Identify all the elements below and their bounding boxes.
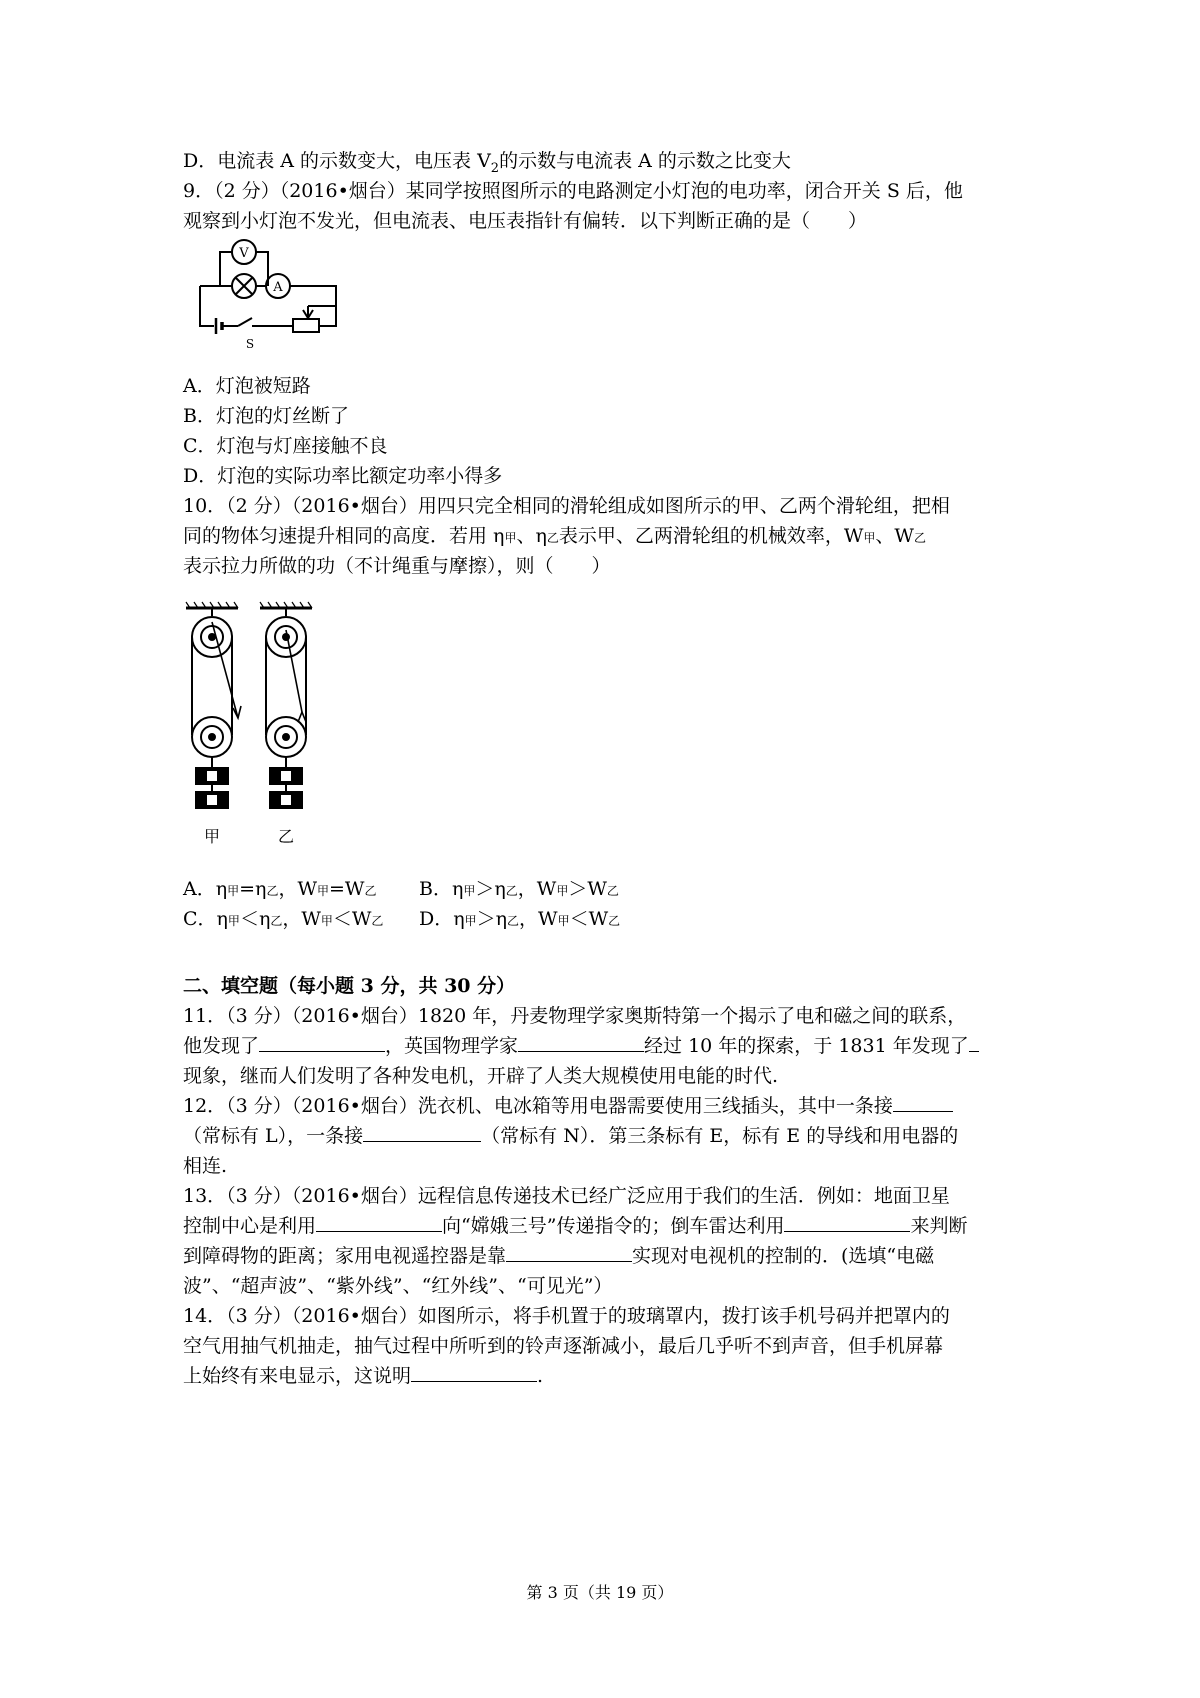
q14-stem-line2: 空气用抽气机抽走，抽气过程中所听到的铃声逐渐减小，最后几乎听不到声音，但手机屏幕 xyxy=(183,1335,944,1357)
q14-stem-line3: 上始终有来电显示，这说明 . xyxy=(183,1365,544,1387)
q12-blank-2[interactable] xyxy=(363,1123,481,1142)
q13-stem-line4: 波”、“超声波”、“紫外线”、“红外线”、“可见光”） xyxy=(183,1275,613,1297)
q13-stem-line1: 13．（3 分）（2016•烟台）远程信息传递技术已经广泛应用于我们的生活．例如：地面卫星 xyxy=(183,1185,950,1207)
q10-stem-line1: 10．（2 分）（2016•烟台）用四只完全相同的滑轮组成如图所示的甲、乙两个滑轮组，把相 xyxy=(183,495,950,517)
q11-blank-1[interactable] xyxy=(259,1033,385,1052)
q10-options-row1 xyxy=(183,876,619,904)
q8-option-d: D．电流表 A 的示数变大，电压表 $V_2$的示数与电流表 A 的示数之比变大 xyxy=(183,150,791,176)
q9-option-a: A．灯泡被短路 xyxy=(183,375,311,397)
q9-option-b: B．灯泡的灯丝断了 xyxy=(183,405,349,427)
q13-blank-2[interactable] xyxy=(784,1213,910,1232)
q12-blank-1[interactable] xyxy=(893,1093,953,1112)
q13-blank-1[interactable] xyxy=(316,1213,442,1232)
q10-option-c: C．η甲＜η乙，W甲＜W乙 xyxy=(183,908,384,930)
q10-pulley-diagram xyxy=(180,600,325,860)
voltmeter-label: V xyxy=(239,246,249,261)
section2-heading: 二、填空题（每小题 3 分，共 30 分） xyxy=(183,975,516,997)
pulley-label-yi: 乙 xyxy=(277,827,295,846)
q14-blank-1[interactable] xyxy=(411,1363,537,1382)
q9-stem-line2: 观察到小灯泡不发光，但电流表、电压表指针有偏转．以下判断正确的是（ ） xyxy=(183,210,868,232)
q9-option-d: D．灯泡的实际功率比额定功率小得多 xyxy=(183,465,503,487)
q11-stem-line1: 11．（3 分）（2016•烟台）1820 年，丹麦物理学家奥斯特第一个揭示了电和磁之间的联系， xyxy=(183,1005,967,1027)
q10-options-row2 xyxy=(183,906,620,934)
q11-blank-2[interactable] xyxy=(518,1033,644,1052)
q9-circuit-diagram xyxy=(190,238,350,350)
q13-stem-line2: 控制中心是利用 向“嫦娥三号”传递指令的；倒车雷达利用 来判断 xyxy=(183,1215,968,1237)
q10-option-a: A．η甲=η乙，W甲=W乙 xyxy=(183,878,377,900)
page-number: 第 3 页（共 19 页） xyxy=(526,1583,674,1602)
q12-stem-line1: 12．（3 分）（2016•烟台）洗衣机、电冰箱等用电器需要使用三线插头，其中一条接 xyxy=(183,1093,953,1119)
switch-label: S xyxy=(245,337,255,350)
q10-stem-line2: 同的物体匀速提升相同的高度．若用 η甲、η乙表示甲、乙两滑轮组的机械效率，W甲、W乙 xyxy=(183,525,926,547)
q10-option-d: D．η甲＞η乙，W甲＜W乙 xyxy=(419,908,621,930)
q10-option-b: B．η甲＞η乙，W甲＞W乙 xyxy=(419,878,619,900)
q11-blank-3[interactable] xyxy=(969,1033,979,1052)
q13-stem-line3: 到障碍物的距离；家用电视遥控器是靠 实现对电视机的控制的．(选填“电磁 xyxy=(183,1245,935,1267)
q14-stem-line1: 14．（3 分）（2016•烟台）如图所示，将手机置于的玻璃罩内，拨打该手机号码并把罩内的 xyxy=(183,1305,950,1327)
q13-blank-3[interactable] xyxy=(506,1243,632,1262)
q11-stem-line3: 现象，继而人们发明了各种发电机，开辟了人类大规模使用电能的时代. xyxy=(183,1065,779,1087)
q12-stem-line2: （常标有 L），一条接 （常标有 N）．第三条标有 E，标有 E 的导线和用电器的 xyxy=(183,1125,959,1147)
q12-stem-line3: 相连. xyxy=(183,1155,228,1177)
q11-stem-line2: 他发现了 ，英国物理学家 经过 10 年的探索，于 1831 年发现了 xyxy=(183,1033,979,1059)
q10-stem-line3: 表示拉力所做的功（不计绳重与摩擦），则（ ） xyxy=(183,555,611,577)
pulley-label-jia: 甲 xyxy=(203,827,221,846)
q9-stem-line1: 9．（2 分）（2016•烟台）某同学按照图所示的电路测定小灯泡的电功率，闭合开关 S 后，他 xyxy=(183,180,963,202)
ammeter-label: A xyxy=(273,280,283,295)
q9-option-c: C．灯泡与灯座接触不良 xyxy=(183,435,388,457)
